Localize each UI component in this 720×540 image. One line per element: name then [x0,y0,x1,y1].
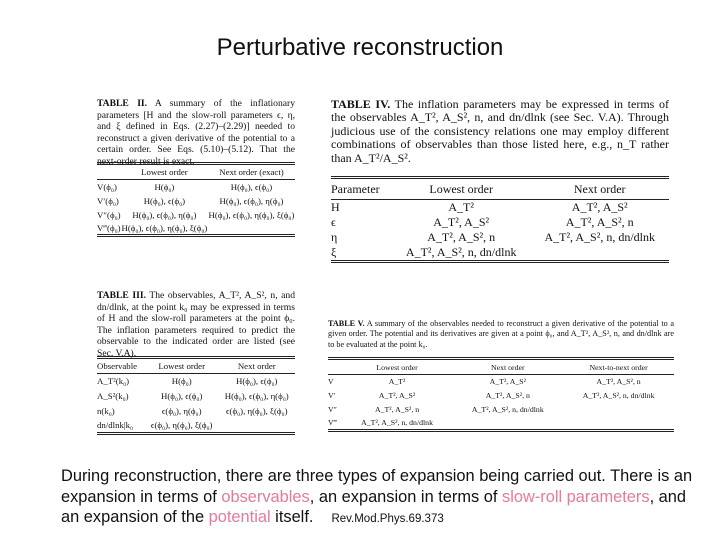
table-row [97,208,295,222]
highlight-observables: observables [221,487,310,506]
table-4-header: Parameter [331,181,380,196]
table-cell: A_T², A_S², n, dn/dlnk [582,391,655,400]
table-row [331,230,669,245]
table-5-label: TABLE V. [328,319,365,328]
highlight-potential: potential [208,508,271,527]
table-cell: n(k₀) [97,406,115,416]
slide-title: Perturbative reconstruction [216,34,504,61]
table-3-grid [97,356,295,435]
summary-text-part: , an expansion in terms of [309,487,502,506]
table-cell: A_T², A_S² [378,391,416,400]
table-cell: V′(ϕ₀) [97,195,119,206]
table-cell: V′ [328,391,336,400]
table-cell: A_T² [388,377,406,387]
table-cell: A_T², A_S² [571,200,628,214]
table-cell: A_T², A_S², n, dn/dlnk [361,418,433,428]
table-cell: A_T², A_S², n, dn/dlnk [405,245,517,259]
table-cell [218,419,295,434]
table-2-label: TABLE II. [97,98,148,109]
table-2-grid [97,162,295,237]
summary-text-part: , and an expansion of the [61,487,687,527]
table-cell: A_T², A_S², n [596,377,641,387]
summary-text [61,466,701,530]
table-cell [530,245,669,262]
citation: Rev.Mod.Phys.69.373 [331,513,444,526]
table-cell: H(ϕ₀), ϵ(ϕ₀) [236,376,278,387]
table-cell: dn/dlnk|k₀ [97,420,134,431]
table-cell: A_T², A_S², n [565,215,634,229]
table-cell: A_T² [448,200,474,214]
table-cell: A_T², A_S², n, dn/dlnk [471,405,544,414]
table-row [331,215,669,230]
table-2-header: Lowest order [141,167,188,177]
table-row [97,222,295,236]
table-row [328,417,674,431]
table-cell: V″(ϕ₀) [97,209,121,220]
table-cell: A_T², A_S² [489,377,526,387]
table-cell: H [331,200,340,214]
table-4-caption [331,98,669,174]
table-row [97,374,295,389]
table-cell [208,222,295,236]
table-2 [97,98,295,237]
table-cell: H(ϕ₀), ϵ(ϕ₀), η(ϕ₀) [132,209,197,220]
table-cell: V(ϕ₀) [97,181,117,192]
table-cell: H(ϕ₀), ϵ(ϕ₀), η(ϕ₀) [224,391,289,401]
table-cell: A_T²(k₀) [97,376,130,387]
table-row [97,180,295,194]
table-row [328,389,674,403]
table-row [97,194,295,208]
table-5-header: Next-to-next order [589,362,648,372]
table-4-grid [331,176,669,263]
table-3-label: TABLE III. [97,290,146,301]
table-row [331,200,669,216]
table-cell: A_T², A_S², n [427,230,496,244]
summary-text-part: During reconstruction, there are three types of expansion being carried out. There is an expansion in terms of [61,467,693,506]
table-4-header: Lowest order [429,181,494,196]
table-cell: V‴ [328,418,337,428]
table-cell: A_T², A_S², n [375,405,420,414]
table-5-caption-text: A summary of the observables needed to reconstruct a given derivative of the potential to a given order. The potential and its derivatives are given at a point ϕ₀, and A_T², A_S², n, and dn/dlnk are to be evaluated at the point k₀. [328,319,674,349]
table-cell: V‴(ϕ₀) [97,222,121,233]
table-3-caption-text: The observables, A_T², A_S², n, and dn/dlnk, at the point k₀ may be expressed in terms of H and the slow-roll parameters at the point ϕ₀. The inflation parameters required to predict the observable to the indicated order are listed (see Sec. V.A). [97,290,296,359]
table-3 [97,290,295,435]
table-row [328,403,674,417]
table-3-caption [97,290,296,359]
table-cell [563,417,674,431]
table-cell: H(ϕ₀) [154,181,175,192]
table-row [97,389,295,404]
table-5-header: Next order [491,362,525,372]
table-cell: H(ϕ₀), ϵ(ϕ₀), η(ϕ₀), ξ(ϕ₀) [121,222,208,233]
table-cell: A_T², A_S², n [485,391,530,400]
table-5-header [328,359,342,375]
table-cell [563,403,674,417]
table-5-grid [328,357,674,432]
table-cell: V [328,377,334,387]
highlight-slow-roll-parameters: slow-roll parameters [502,487,650,506]
table-cell: H(ϕ₀), ϵ(ϕ₀) [160,391,203,401]
table-cell: ϵ(ϕ₀), η(ϕ₀) [161,406,202,416]
table-cell: ϵ [331,215,336,229]
table-cell: A_T², A_S², n, dn/dlnk [544,230,655,244]
table-5-caption [328,319,674,355]
table-2-caption [97,98,296,167]
table-cell: H(ϕ₀) [171,376,192,387]
table-4-header: Next order [573,181,626,196]
table-cell: H(ϕ₀), ϵ(ϕ₀), η(ϕ₀), ξ(ϕ₀) [208,209,295,220]
table-cell: H(ϕ₀), ϵ(ϕ₀) [230,181,273,192]
table-4-caption-text: The inflation parameters may be expressed in terms of the observables A_T², A_S², n, and dn/dlnk (see Sec. V.A). Through judicious use of the consistency relations one may employ different combinations of observables than those listed here, e.g., n_T rather than A_T²/A_S². [331,97,669,165]
table-4 [331,98,669,263]
table-2-caption-text: A summary of the inflationary parameters [H and the slow-roll parameters ϵ, η, and ξ defined in Eqs. (2.27)–(2.29)] needed to reconstruct a given derivative of the potential to a certain order. See Eqs. (5.10)–(5.12). That the next-order result is exact. [97,98,296,167]
table-cell [452,417,563,431]
table-cell: H(ϕ₀), ϵ(ϕ₀) [143,195,186,206]
table-5-header: Lowest order [376,362,418,372]
table-cell: η [331,230,338,244]
table-cell: V″ [328,405,337,414]
table-4-label: TABLE IV. [331,97,391,111]
table-row [331,245,669,262]
table-row [97,404,295,419]
table-cell: ξ [331,245,337,259]
table-cell: ϵ(ϕ₀), η(ϕ₀), ξ(ϕ₀) [225,406,288,416]
summary-text-part: itself. [270,508,314,527]
table-2-header: Next order (exact) [219,167,284,177]
table-3-header: Lowest order [158,361,206,371]
table-3-header: Observable [97,361,138,371]
table-cell: H(ϕ₀), ϵ(ϕ₀), η(ϕ₀) [219,195,284,206]
table-3-header: Next order [237,361,276,371]
table-row [97,419,295,434]
table-cell: A_T², A_S² [433,215,490,229]
table-row [328,375,674,389]
table-cell: A_S²(k₀) [97,391,129,401]
table-cell: ϵ(ϕ₀), η(ϕ₀), ξ(ϕ₀) [150,420,213,431]
table-5 [328,319,674,432]
